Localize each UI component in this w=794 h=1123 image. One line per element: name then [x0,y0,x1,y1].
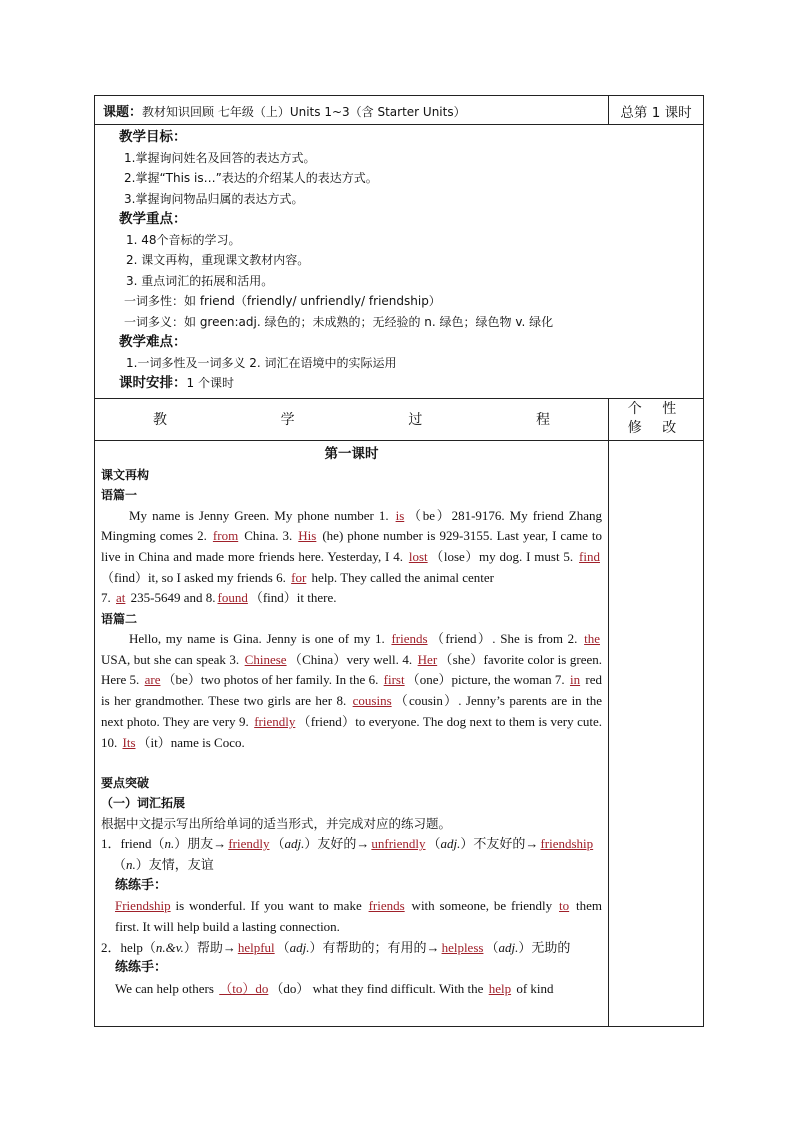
passage-one [101,506,602,589]
answer-blank: from [212,528,239,544]
passage-text: （find）it, so I asked my friends 6. [101,569,290,585]
title-row [95,96,703,125]
answer-blank: friends [368,898,405,914]
word-text: ）朋友→ [174,836,227,852]
word-text: ）友好的→ [304,836,370,852]
passage-text: USA, but she can speak 3. [101,651,243,667]
key-points-heading: 教学重点： [119,211,187,227]
schedule-heading: 课时安排： [119,375,187,391]
practice-two [101,979,602,1000]
process-header-row [95,399,703,441]
schedule-line [119,373,695,394]
title-text: 教材知识回顾 七年级（上）Units 1~3（含 Starter Units） [142,105,466,119]
word-text: （ [485,939,499,955]
answer-blank: His [298,528,317,544]
answer-blank: unfriendly [371,836,426,852]
instruction-text: 根据中文提示写出所给单词的适当形式，并完成对应的练习题。 [101,816,452,832]
part-of-speech: adj. [498,939,519,955]
goals-heading: 教学目标： [119,129,187,145]
passage-text: red is her grandmother. These two girls are her 8. [101,672,602,709]
passage-text: Hello, my name is Gina. Jenny is one of my 1. [129,631,390,647]
content-row [95,441,703,1027]
title-label: 课题： [103,105,143,120]
part-of-speech: adj. [289,939,310,955]
practice-label: 练练手： [115,960,168,976]
key-point-item: 3. 重点词汇的拓展和活用。 [126,273,274,288]
process-heading [95,399,609,440]
passage-text: My name is Jenny Green. My phone number 1. [129,507,394,523]
difficulties-heading: 教学难点： [119,334,187,350]
part-of-speech: adj. [284,836,305,852]
goal-item: 2.掌握“This is…”表达的介绍某人的表达方式。 [124,171,378,185]
passage-text: (he) phone number is 929-3155. Last year, I came to live in China and made more friends here. Yesterday, I 4. [101,528,602,564]
title-cell [95,96,609,124]
lesson-title: 第一课时 [324,445,379,462]
key-point-item: 2. 课文再构，重现课文教材内容。 [126,253,310,267]
lesson-number: 总第 1 课时 [620,105,692,121]
practice-text: （do） what they find difficult. With the [270,981,487,997]
subsection-heading: （一）词汇拓展 [101,796,186,811]
answer-blank: helpless [441,939,484,955]
process-char: 教 [153,412,167,428]
practice-text: with someone, be friendly [406,898,558,914]
word-text: ）无助的 [518,939,571,955]
answer-blank: find [579,548,600,564]
word-text: ）不友好的→ [460,836,539,852]
answer-blank: Chinese [244,651,287,667]
part-of-speech: n.&v. [155,939,184,955]
word-text: ）有帮助的；有用的→ [309,939,440,955]
practice-text: them first. It will help build a lasting connection. [115,898,602,935]
goal-item: 3.掌握询问物品归属的表达方式。 [124,191,304,206]
passage-text: （China）very well. 4. [288,651,416,667]
answer-blank: is [395,507,405,523]
practice-one [101,896,602,937]
answer-blank: found [217,590,248,606]
passage-text: 235-5649 and 8. [127,590,216,606]
answer-blank: for [291,569,307,585]
key-point-item: 1. 48个音标的学习。 [126,232,241,247]
passage-text: （lose）my dog. I must 5. [429,548,578,564]
practice-label: 练练手： [115,877,168,893]
passage-text: （friend）to everyone. The dog next to them is very cute. 10. [101,713,602,750]
answer-blank: friends [391,631,428,647]
answer-blank: are [144,672,161,688]
revision-column [609,441,703,1026]
passage-text: （one）picture, the woman 7. [406,672,568,688]
word-text: （ [427,836,441,852]
difficulty-item: 1.一词多性及一词多义 2. 词汇在语境中的实际运用 [126,355,397,370]
word-family-friend [101,834,602,855]
objectives-row [95,125,703,399]
process-char: 过 [408,412,423,428]
passage-two [101,629,602,753]
objectives-block [95,125,703,398]
lesson-content [95,441,609,1026]
revision-line-1: 个 性 [627,401,685,417]
passage-text: help. They called the animal center [308,569,494,585]
answer-blank: lost [408,548,428,564]
answer-blank: friendly [254,713,296,729]
passage-text: （friend）. She is from 2. [429,631,583,647]
revision-line-2: 修 改 [627,420,685,436]
word-text: ）帮助→ [183,939,236,955]
passage-text: （find）it there. [249,590,337,606]
part-of-speech: n. [164,836,175,852]
answer-blank: at [116,590,126,606]
word-text: （ [113,856,127,872]
word-family-friend-cont [101,855,602,876]
passage-text: （she）favorite color is green. Here 5. [101,651,602,688]
passage-text: （cousin）. Jenny’s parents are in the next photo. They are very 9. [101,693,602,729]
answer-blank: （to）do [219,981,269,997]
revision-heading [609,399,703,440]
passage-text: 7. [101,590,114,606]
passage-text: （it）name is Coco. [137,734,245,750]
passage-heading: 语篇二 [101,612,138,627]
word-family-help [101,938,602,959]
goal-item: 1.掌握询问姓名及回答的表达方式。 [124,150,316,165]
passage-heading: 语篇一 [101,487,138,502]
process-char: 学 [280,412,295,428]
passage-text: （be）two photos of her family. In the 6. [162,672,382,688]
key-point-item: 一词多义：如 green:adj. 绿色的；未成熟的；无经验的 n. 绿色；绿色物 v. 绿化 [124,314,554,329]
word-text: （ [271,836,285,852]
word-text: 1．friend（ [101,836,165,852]
answer-blank: Its [122,734,136,750]
part-of-speech: adj. [440,836,461,852]
word-text: ）友情，友谊 [135,856,214,872]
answer-blank: cousins [352,693,392,709]
answer-blank: Her [417,651,438,667]
answer-blank: friendship [540,836,594,852]
practice-text: is wonderful. If you want to make [170,898,367,914]
process-char: 程 [535,412,550,428]
answer-blank: to [559,898,570,914]
practice-text: of kind [513,981,554,997]
answer-blank: in [569,672,581,688]
section-heading: 要点突破 [101,776,150,791]
schedule-text: 1 个课时 [186,376,234,390]
answer-blank: Friendship [115,898,171,914]
passage-one-end [101,588,602,609]
key-point-item: 一词多性：如 friend（friendly/ unfriendly/ friendship） [124,294,441,308]
lesson-plan-table [94,95,704,1027]
practice-text: We can help others [115,981,218,997]
answer-blank: helpful [237,939,275,955]
answer-blank: the [584,631,600,647]
passage-text: （be）281-9176. My friend Zhang Mingming comes 2. [101,507,602,544]
passage-text: China. 3. [240,528,297,544]
part-of-speech: n. [126,856,136,872]
word-text: （ [276,939,290,955]
answer-blank: help [488,981,512,997]
answer-blank: first [383,672,405,688]
section-heading: 课文再构 [101,467,150,482]
answer-blank: friendly [228,836,270,852]
word-text: 2．help（ [101,939,156,955]
